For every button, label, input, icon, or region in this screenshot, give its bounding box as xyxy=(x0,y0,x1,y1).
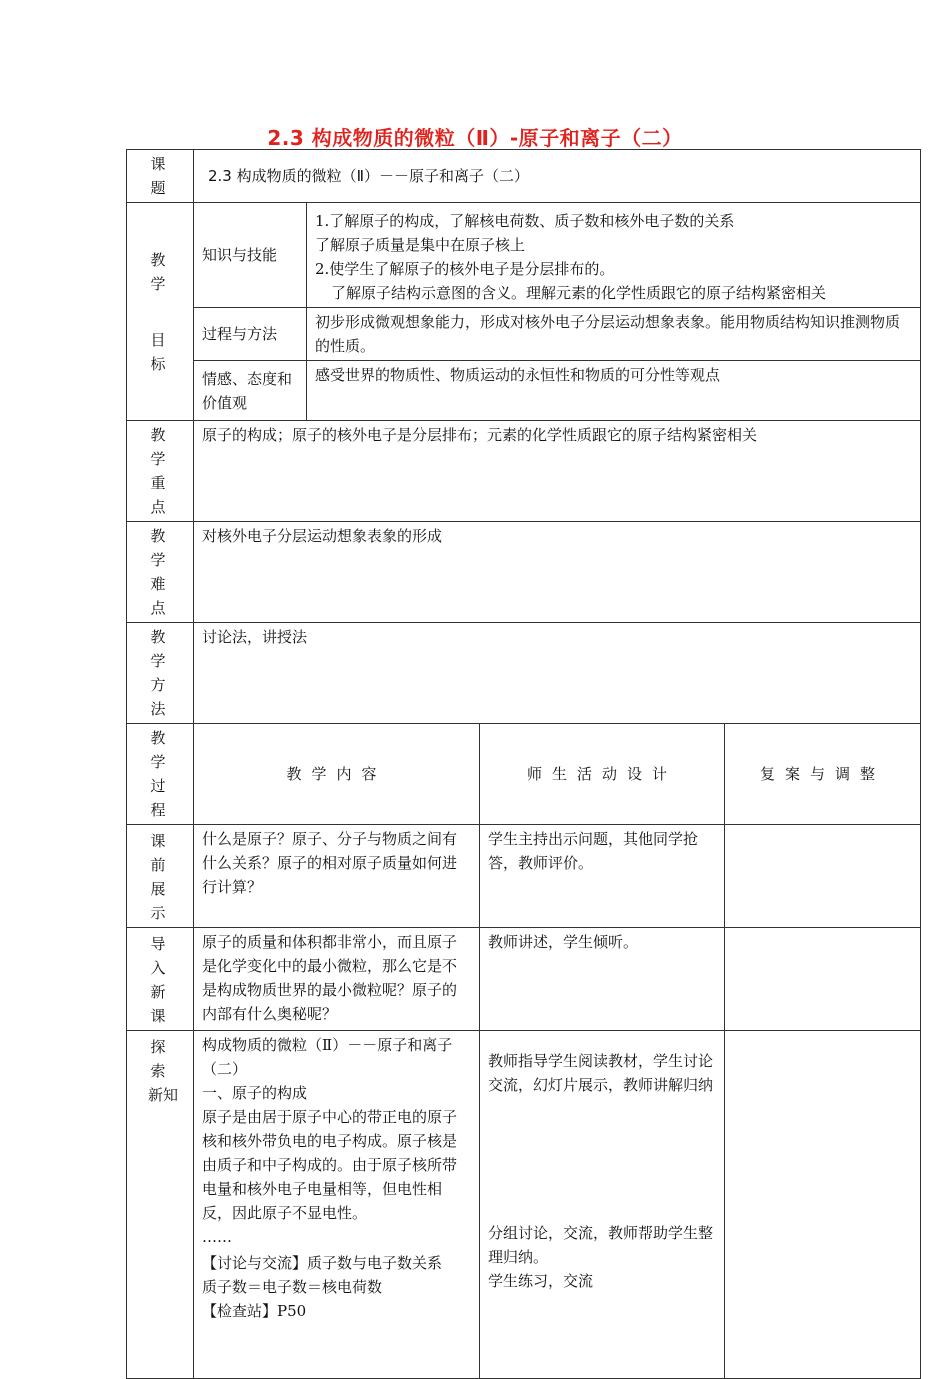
emotion-label: 情感、态度和价值观 xyxy=(194,361,307,421)
explore-content-title: 构成物质的微粒（Ⅱ）－－原子和离子（二） xyxy=(202,1036,453,1078)
explore-activity-1: 教师指导学生阅读教材，学生讨论交流，幻灯片展示，教师讲解归纳 xyxy=(488,1052,714,1094)
methods-row xyxy=(127,623,921,724)
objectives-process-row xyxy=(127,308,921,361)
difficulties-row xyxy=(127,522,921,623)
objectives-knowledge-row xyxy=(127,203,921,308)
explore-review xyxy=(725,1031,921,1379)
difficulties-content: 对核外电子分层运动想象表象的形成 xyxy=(194,522,921,623)
column-header-content: 教学内容 xyxy=(194,724,480,825)
explore-label: 探索 新知 xyxy=(127,1031,194,1379)
intro-activity: 教师讲述，学生倾听。 xyxy=(480,928,725,1031)
intro-review xyxy=(725,928,921,1031)
explore-content xyxy=(194,1031,480,1379)
explore-check: 【检查站】P50 xyxy=(202,1302,307,1320)
explore-ellipsis: …… xyxy=(202,1228,232,1246)
topic-value: 2.3 构成物质的微粒（Ⅱ）－－原子和离子（二） xyxy=(194,150,921,203)
lesson-plan-table xyxy=(126,149,921,1379)
preview-label: 课前 展示 xyxy=(127,825,194,928)
explore-row xyxy=(127,1031,921,1379)
process-method-label: 过程与方法 xyxy=(194,308,307,361)
column-header-review: 复案与调整 xyxy=(725,724,921,825)
topic-row xyxy=(127,150,921,203)
difficulties-label: 教学 难点 xyxy=(127,522,194,623)
methods-label: 教学 方法 xyxy=(127,623,194,724)
methods-content: 讨论法，讲授法 xyxy=(194,623,921,724)
explore-section-heading: 一、原子的构成 xyxy=(202,1084,308,1102)
preview-activity: 学生主持出示问题，其他同学抢答，教师评价。 xyxy=(480,825,725,928)
explore-activity xyxy=(480,1031,725,1379)
explore-paragraph: 原子是由居于原子中心的带正电的原子核和核外带负电的电子构成。原子核是由质子和中子构成的。由于原子核所带电量和核外电子电量相等，但电性相反，因此原子不显电性。 xyxy=(202,1108,458,1222)
topic-label: 课 题 xyxy=(127,150,194,203)
explore-activity-3: 学生练习，交流 xyxy=(488,1272,594,1290)
knowledge-label: 知识与技能 xyxy=(194,203,307,308)
emotion-content: 感受世界的物质性、物质运动的永恒性和物质的可分性等观点 xyxy=(307,361,921,421)
preview-row xyxy=(127,825,921,928)
key-points-content: 原子的构成；原子的核外电子是分层排布；元素的化学性质跟它的原子结构紧密相关 xyxy=(194,421,921,522)
preview-review xyxy=(725,825,921,928)
process-method-content: 初步形成微观想象能力，形成对核外电子分层运动想象表象。能用物质结构知识推测物质的性质。 xyxy=(307,308,921,361)
explore-activity-2: 分组讨论，交流，教师帮助学生整理归纳。 xyxy=(488,1224,714,1266)
objectives-emotion-row xyxy=(127,361,921,421)
intro-label: 导入 新课 xyxy=(127,928,194,1031)
preview-content: 什么是原子？原子、分子与物质之间有什么关系？原子的相对原子质量如何进行计算？ xyxy=(194,825,480,928)
explore-equation: 质子数＝电子数＝核电荷数 xyxy=(202,1278,383,1296)
objectives-label: 教学 目标 xyxy=(127,203,194,421)
explore-discussion: 【讨论与交流】质子数与电子数关系 xyxy=(202,1254,443,1272)
key-points-label: 教学 重点 xyxy=(127,421,194,522)
intro-content: 原子的质量和体积都非常小，而且原子是化学变化中的最小微粒，那么它是不是构成物质世界的最小微粒呢？原子的内部有什么奥秘呢？ xyxy=(194,928,480,1031)
column-header-activity: 师生活动设计 xyxy=(480,724,725,825)
knowledge-content: 1.了解原子的构成，了解核电荷数、质子数和核外电子数的关系 了解原子质量是集中在原子核上 2.使学生了解原子的核外电子是分层排布的。 了解原子结构示意图的含义。理解元素的化学性质跟它的原子结构紧密相关 xyxy=(307,203,921,308)
key-points-row xyxy=(127,421,921,522)
process-header-row xyxy=(127,724,921,825)
process-label: 教学 过程 xyxy=(127,724,194,825)
page-title: 2.3 构成物质的微粒（Ⅱ）-原子和离子（二） xyxy=(267,126,683,150)
intro-row xyxy=(127,928,921,1031)
